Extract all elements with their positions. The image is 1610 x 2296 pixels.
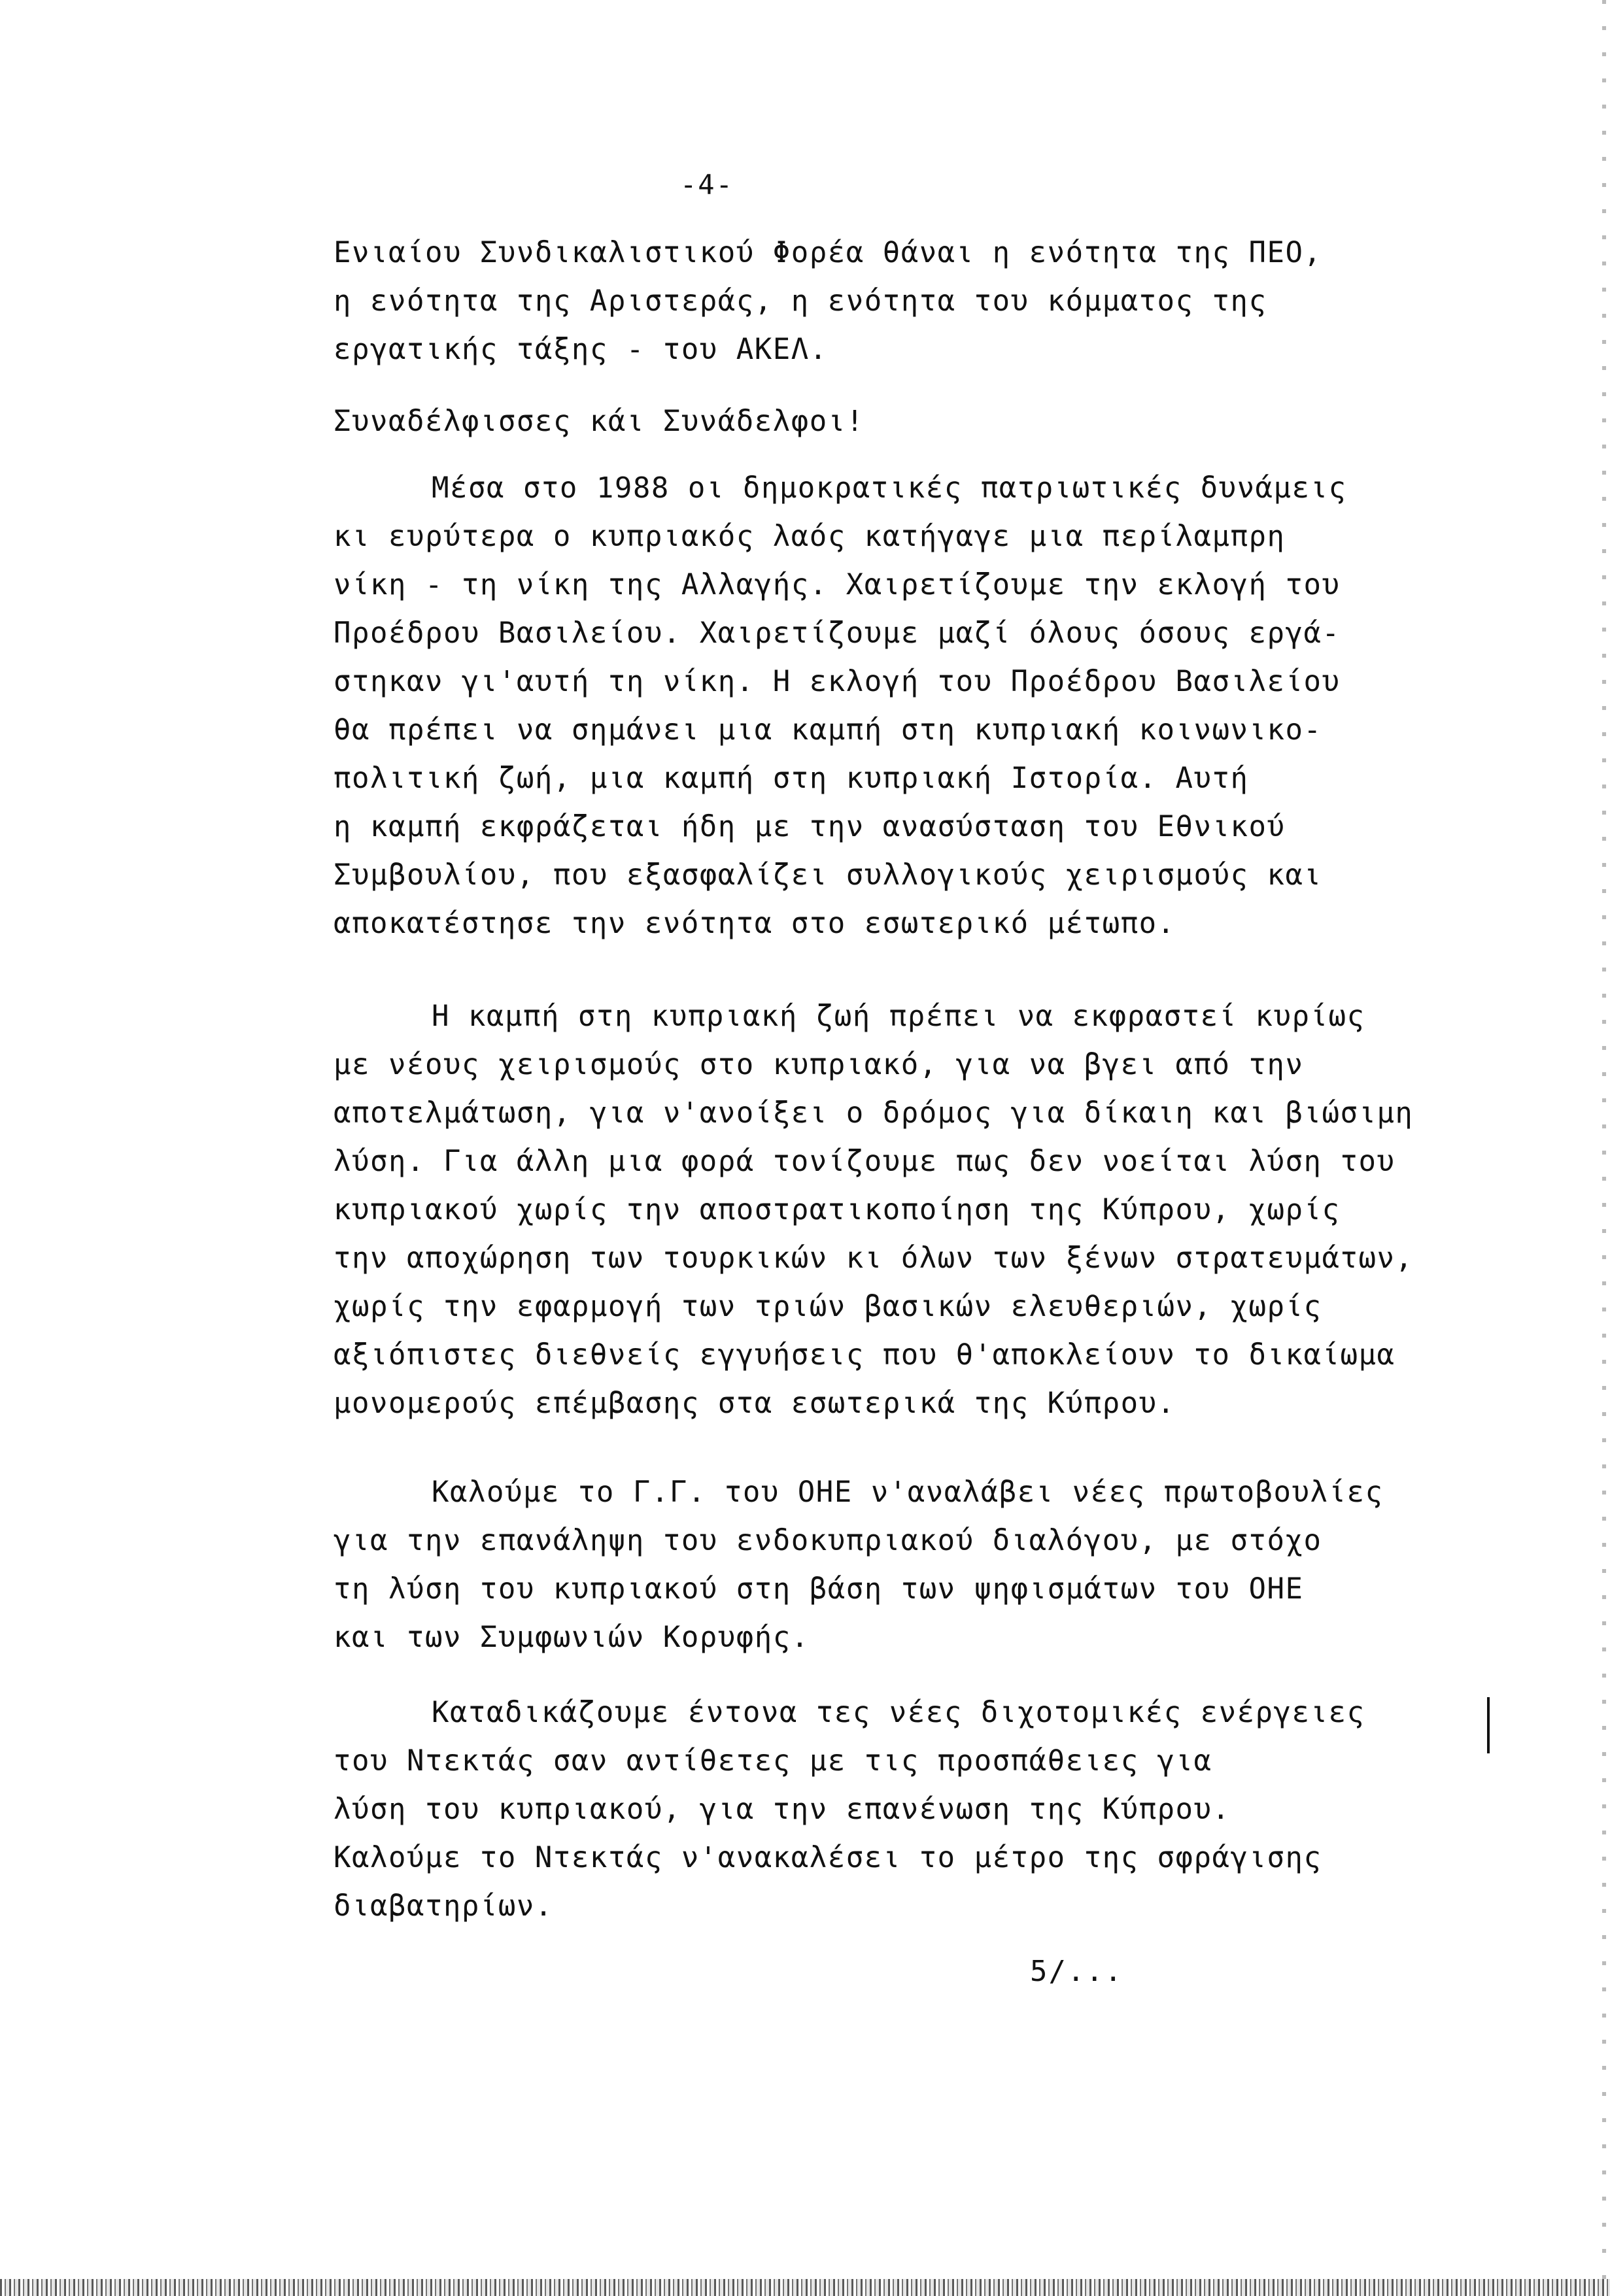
continuation-marker: 5/... bbox=[1030, 1955, 1123, 1988]
paragraph-change-victory bbox=[334, 464, 1498, 948]
text-line: Προέδρου Βασιλείου. Χαιρετίζουμε μαζί όλους όσους εργά- bbox=[334, 616, 1341, 650]
text-line: αποτελμάτωση, για ν'ανοίξει ο δρόμος για δίκαιη και βιώσιμη bbox=[334, 1096, 1414, 1130]
text-line: Καλούμε το Γ.Γ. του ΟΗΕ ν'αναλάβει νέες πρωτοβουλίες bbox=[432, 1476, 1384, 1509]
text-line: αξιόπιστες διεθνείς εγγυήσεις που θ'αποκλείουν το δικαίωμα bbox=[334, 1338, 1396, 1372]
text-line: με νέους χειρισμούς στο κυπριακό, για να βγει από την bbox=[334, 1048, 1304, 1081]
text-line: λύση. Για άλλη μια φορά τονίζουμε πως δεν νοείται λύση του bbox=[334, 1145, 1396, 1178]
margin-mark bbox=[1487, 1697, 1490, 1753]
text-line: για την επανάληψη του ενδοκυπριακού διαλόγου, με στόχο bbox=[334, 1524, 1322, 1557]
text-line: νίκη - τη νίκη της Αλλαγής. Χαιρετίζουμε την εκλογή του bbox=[334, 568, 1341, 601]
text-line: Συναδέλφισσες κάι Συνάδελφοι! bbox=[334, 405, 865, 438]
text-line: αποκατέστησε την ενότητα στο εσωτερικό μέτωπο. bbox=[334, 907, 1176, 940]
text-line: του Ντεκτάς σαν αντίθετες με τις προσπάθειες για bbox=[334, 1744, 1212, 1778]
salutation bbox=[334, 397, 1498, 446]
paragraph-cyprus-problem bbox=[334, 992, 1498, 1428]
text-line: λύση του κυπριακού, για την επανένωση της Κύπρου. bbox=[334, 1793, 1231, 1826]
text-line: μονομερούς επέμβασης στα εσωτερικά της Κύπρου. bbox=[334, 1387, 1176, 1420]
text-line: χωρίς την εφαρμογή των τριών βασικών ελευθεριών, χωρίς bbox=[334, 1290, 1322, 1323]
text-line: Συμβουλίου, που εξασφαλίζει συλλογικούς χειρισμούς και bbox=[334, 858, 1322, 892]
text-line: Μέσα στο 1988 οι δημοκρατικές πατριωτικές δυνάμεις bbox=[432, 471, 1347, 505]
text-line: την αποχώρηση των τουρκικών κι όλων των ξένων στρατευμάτων, bbox=[334, 1241, 1414, 1275]
page-number: -4- bbox=[680, 169, 734, 201]
paragraph-un-call bbox=[334, 1468, 1498, 1662]
text-line: Καταδικάζουμε έντονα τες νέες διχοτομικές ενέργειες bbox=[432, 1696, 1365, 1729]
text-line: και των Συμφωνιών Κορυφής. bbox=[334, 1621, 810, 1654]
text-line: Η καμπή στη κυπριακή ζωή πρέπει να εκφραστεί κυρίως bbox=[432, 1000, 1365, 1033]
text-line: Ενιαίου Συνδικαλιστικού Φορέα θάναι η ενότητα της ΠΕΟ, bbox=[334, 236, 1322, 269]
scan-edge-right bbox=[1602, 0, 1606, 2296]
text-line: εργατικής τάξης - του ΑΚΕΛ. bbox=[334, 333, 828, 366]
text-line: κι ευρύτερα ο κυπριακός λαός κατήγαγε μια περίλαμπρη bbox=[334, 520, 1286, 553]
text-line: διαβατηρίων. bbox=[334, 1889, 553, 1923]
text-line: η καμπή εκφράζεται ήδη με την ανασύσταση του Εθνικού bbox=[334, 810, 1286, 843]
text-line: στηκαν γι'αυτή τη νίκη. Η εκλογή του Προέδρου Βασιλείου bbox=[334, 665, 1341, 698]
text-line: πολιτική ζωή, μια καμπή στη κυπριακή Ιστορία. Αυτή bbox=[334, 762, 1249, 795]
paragraph-intro bbox=[334, 229, 1498, 374]
scan-edge-bottom bbox=[0, 2279, 1610, 2296]
text-line: η ενότητα της Αριστεράς, η ενότητα του κόμματος της bbox=[334, 284, 1267, 318]
text-line: κυπριακού χωρίς την αποστρατικοποίηση της Κύπρου, χωρίς bbox=[334, 1193, 1341, 1226]
paragraph-condemnation bbox=[334, 1689, 1498, 1931]
text-line: τη λύση του κυπριακού στη βάση των ψηφισμάτων του ΟΗΕ bbox=[334, 1572, 1304, 1606]
text-line: θα πρέπει να σημάνει μια καμπή στη κυπριακή κοινωνικο- bbox=[334, 713, 1322, 747]
text-line: Καλούμε το Ντεκτάς ν'ανακαλέσει το μέτρο της σφράγισης bbox=[334, 1841, 1322, 1874]
